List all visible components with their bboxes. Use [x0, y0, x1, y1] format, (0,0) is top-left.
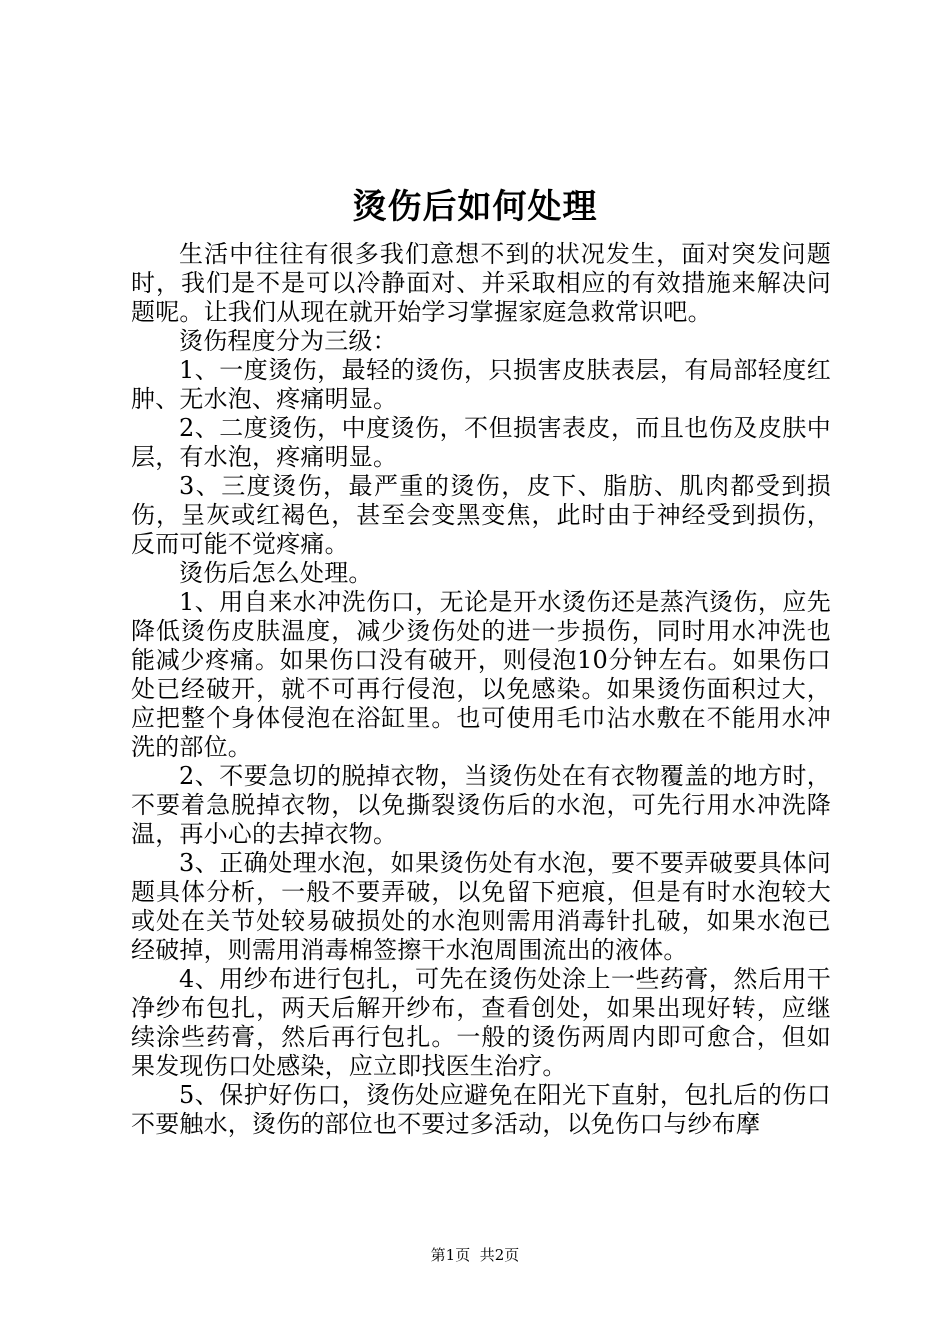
paragraph-burn-levels-heading: 烫伤程度分为三级： [179, 327, 397, 355]
paragraph-intro: 生活中往往有很多我们意想不到的状况发生，面对突发问题时，我们是不是可以冷静面对、并采取相应的有效措施来解决问题呢。让我们从现在就开始学习掌握家庭急救常识吧。 [131, 240, 831, 326]
paragraph-treatment-heading: 烫伤后怎么处理。 [179, 559, 373, 587]
paragraph-step-4: 4、用纱布进行包扎，可先在烫伤处涂上一些药膏，然后用干净纱布包扎，两天后解开纱布，查看创处，如果出现好转，应继续涂些药膏，然后再行包扎。一般的烫伤两周内即可愈合，但如果发现伤口处感染，应立即找医生治疗。 [131, 965, 831, 1080]
paragraph-step-5: 5、保护好伤口，烫伤处应避免在阳光下直射，包扎后的伤口不要触水，烫伤的部位也不要过多活动，以免伤口与纱布摩 [131, 1081, 831, 1138]
paragraph-step-1: 1、用自来水冲洗伤口，无论是开水烫伤还是蒸汽烫伤，应先降低烫伤皮肤温度，减少烫伤处的进一步损伤，同时用水冲洗也能减少疼痛。如果伤口没有破开，则侵泡10分钟左右。如果伤口处已经破开，就不可再行侵泡，以免感染。如果烫伤面积过大，应把整个身体侵泡在浴缸里。也可使用毛巾沾水敷在不能用水冲洗的部位。 [131, 588, 831, 761]
paragraph-third-degree: 3、三度烫伤，最严重的烫伤，皮下、脂肪、肌肉都受到损伤，呈灰或红褐色，甚至会变黑变焦，此时由于神经受到损伤，反而可能不觉疼痛。 [131, 472, 831, 558]
paragraph-step-3: 3、正确处理水泡，如果烫伤处有水泡，要不要弄破要具体问题具体分析，一般不要弄破，以免留下疤痕，但是有时水泡较大或处在关节处较易破损处的水泡则需用消毒针扎破，如果水泡已经破掉，则需用消毒棉签擦干水泡周围流出的液体。 [131, 849, 831, 964]
page-total: 共2页 [479, 1246, 520, 1264]
page-footer [0, 1245, 950, 1265]
page-number: 第1页 [430, 1246, 471, 1264]
document-title: 烫伤后如何处理 [352, 187, 598, 227]
paragraph-first-degree: 1、一度烫伤，最轻的烫伤，只损害皮肤表层，有局部轻度红肿、无水泡、疼痛明显。 [131, 356, 831, 413]
paragraph-second-degree: 2、二度烫伤，中度烫伤，不但损害表皮，而且也伤及皮肤中层，有水泡，疼痛明显。 [131, 414, 831, 471]
paragraph-step-2: 2、不要急切的脱掉衣物，当烫伤处在有衣物覆盖的地方时，不要着急脱掉衣物，以免撕裂烫伤后的水泡，可先行用水冲洗降温，再小心的去掉衣物。 [131, 762, 831, 848]
footer-separator [470, 1246, 480, 1264]
document-body [131, 240, 831, 1139]
